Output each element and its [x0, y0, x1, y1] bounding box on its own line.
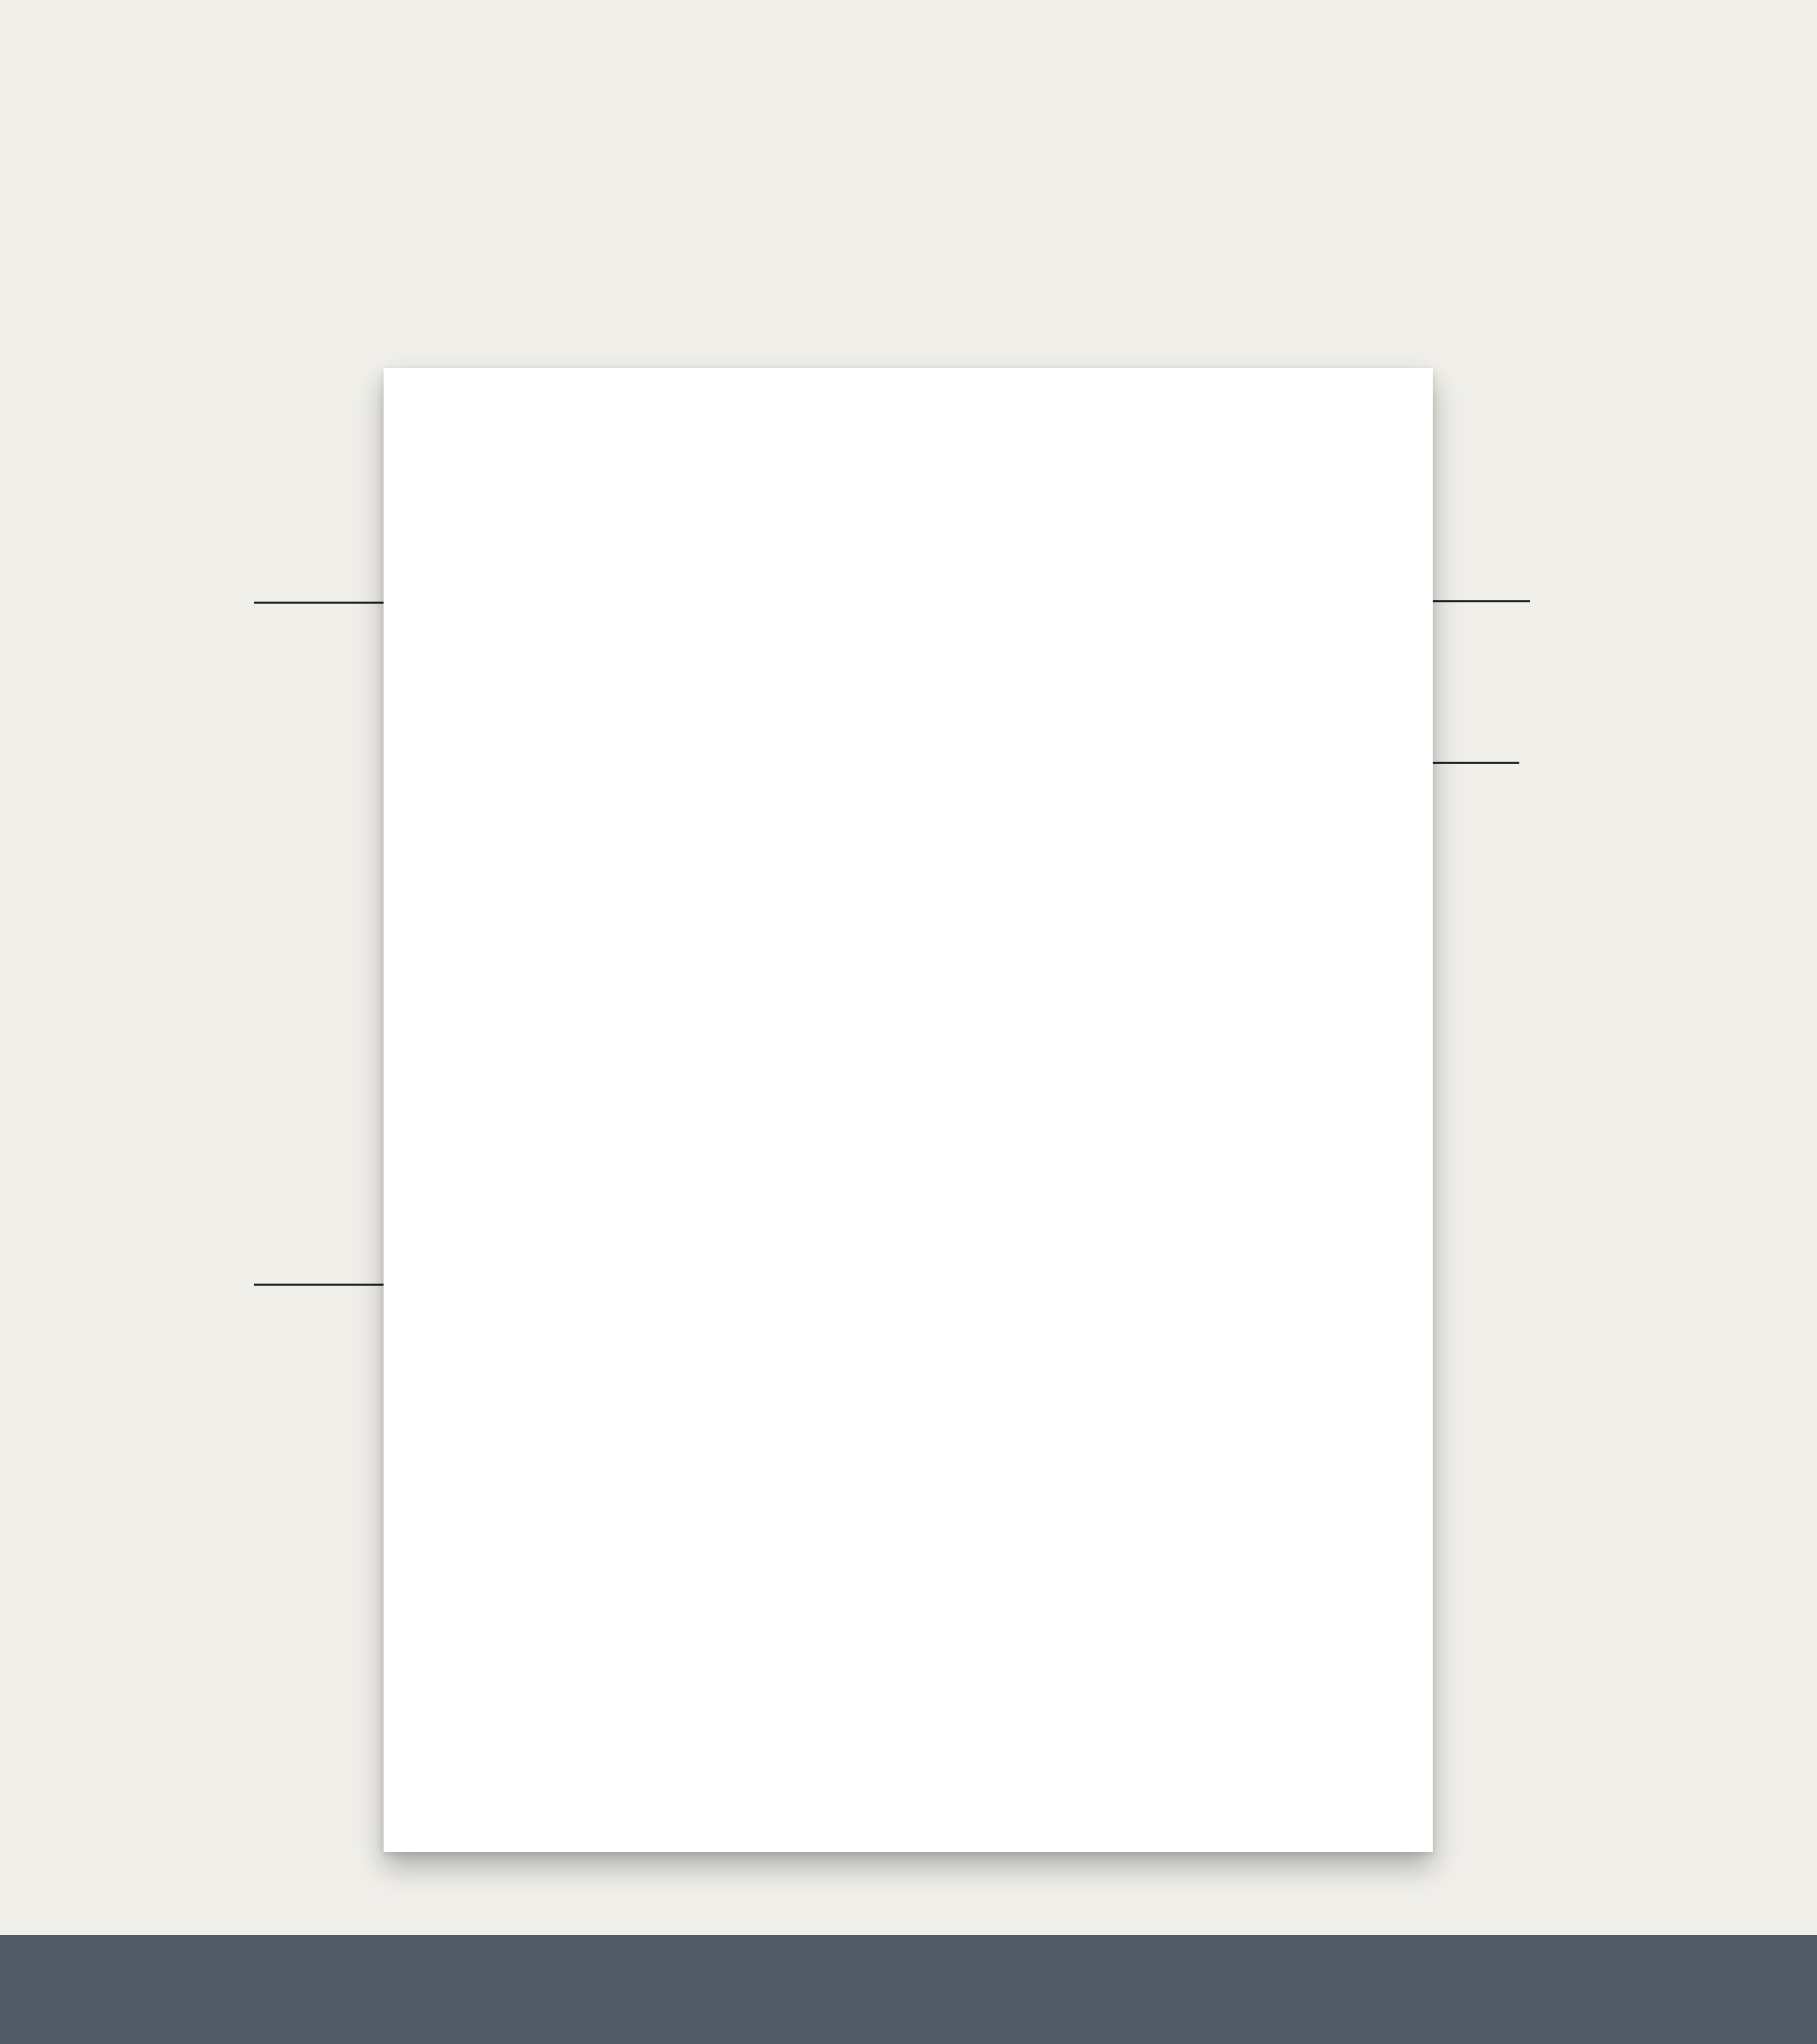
planner-sheet — [384, 368, 1433, 1852]
footer-bar — [0, 1935, 1817, 2044]
notes-arrow-line — [254, 1284, 397, 1286]
todo-arrow-line — [254, 602, 397, 604]
